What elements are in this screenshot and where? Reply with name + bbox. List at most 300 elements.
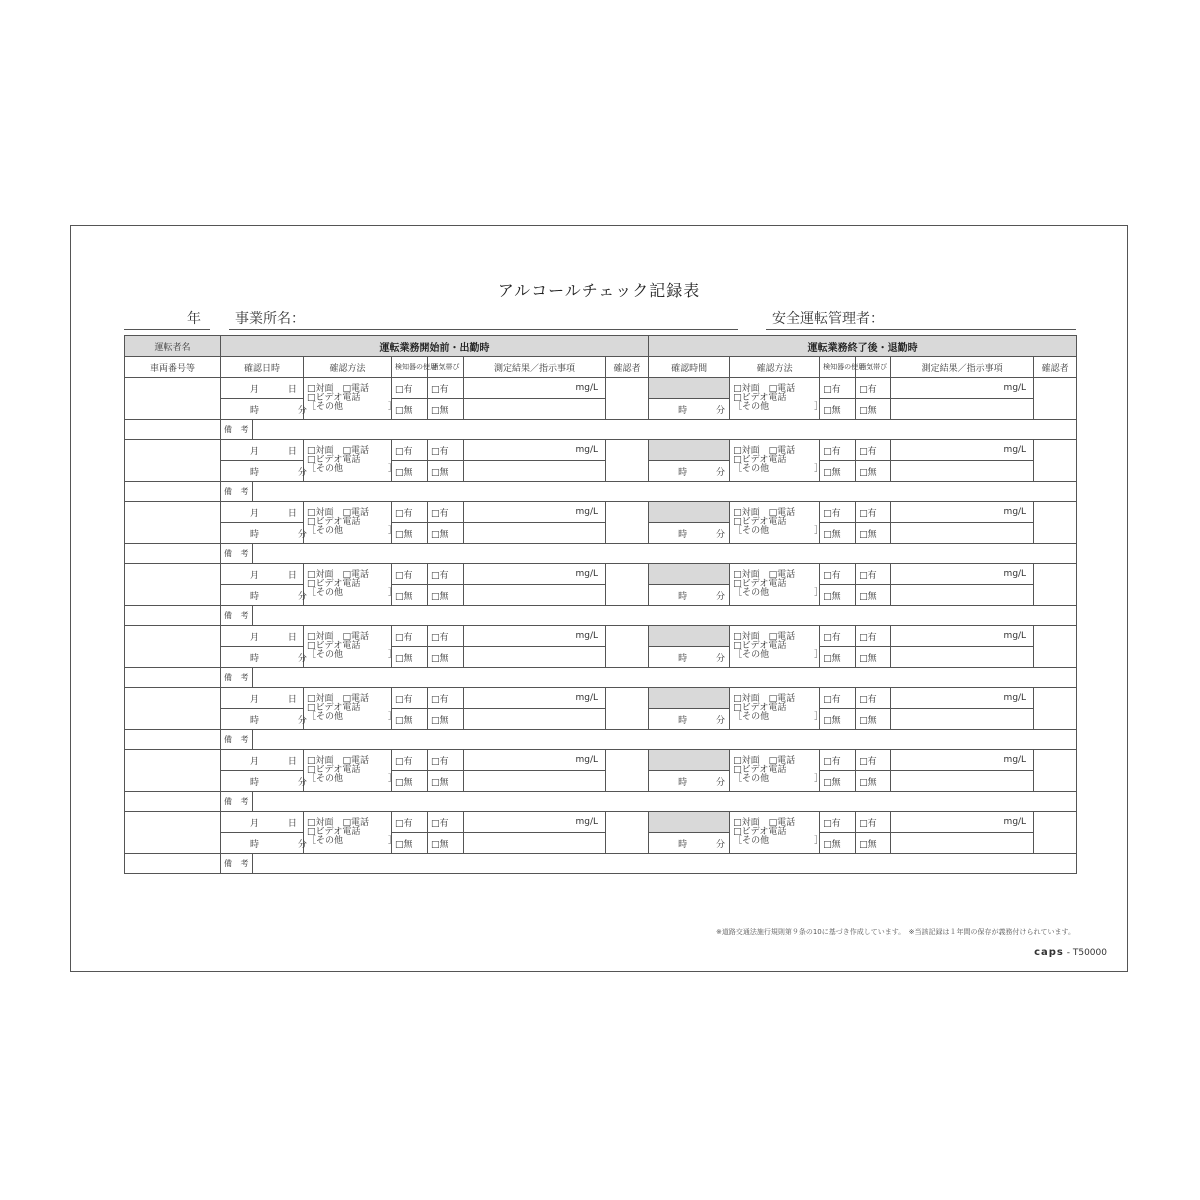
remarks-field[interactable]	[253, 482, 1077, 502]
before-method-cell[interactable]	[304, 688, 398, 730]
remarks-field[interactable]	[253, 730, 1077, 750]
after-time-cell[interactable]	[649, 833, 730, 854]
after-detector-yes[interactable]: □有	[820, 688, 856, 709]
before-detector-no[interactable]: □無	[392, 709, 428, 730]
hour-label: 時	[678, 529, 688, 540]
after-result-sub[interactable]	[891, 647, 1034, 668]
before-alcohol-yes[interactable]: □有	[428, 378, 464, 399]
record-subrow	[125, 730, 1077, 750]
method-line2: □ビデオ電話	[307, 827, 361, 837]
before-alcohol-yes[interactable]: □有	[428, 502, 464, 523]
before-time-cell[interactable]	[221, 771, 307, 792]
driver-name-header: 運転者名	[125, 336, 221, 357]
method-line1: □対面 □電話	[733, 384, 796, 394]
record-subrow	[125, 606, 1077, 626]
before-detector-yes[interactable]: □有	[392, 564, 428, 585]
before-detector-header: 検知器の使用	[392, 357, 428, 378]
before-result-cell[interactable]	[464, 378, 606, 399]
before-method-header: 確認方法	[304, 357, 392, 378]
record-row-7	[125, 750, 1077, 771]
before-result-cell[interactable]	[464, 440, 606, 461]
before-confirmer-cell[interactable]	[606, 688, 649, 730]
driver-name-cell[interactable]	[125, 564, 221, 606]
after-alcohol-yes[interactable]: □有	[856, 750, 891, 771]
minute-label: 分	[297, 653, 307, 664]
after-confirmer-cell[interactable]	[1034, 564, 1077, 606]
before-detector-yes[interactable]: □有	[392, 502, 428, 523]
before-alcohol-header: 酒気帯び	[428, 357, 464, 378]
after-detector-header: 検知器の使用	[820, 357, 856, 378]
after-time-cell[interactable]	[649, 771, 730, 792]
before-detector-yes[interactable]: □有	[392, 688, 428, 709]
day-label: 日	[287, 818, 297, 829]
hour-label: 時	[678, 715, 688, 726]
method-line3: ［その他 ］	[307, 650, 398, 660]
after-alcohol-no[interactable]: □無	[856, 833, 891, 854]
before-result-cell[interactable]	[464, 812, 606, 833]
before-alcohol-no[interactable]: □無	[428, 771, 464, 792]
after-detector-no[interactable]: □無	[820, 523, 856, 544]
vehicle-number-cell[interactable]	[125, 544, 221, 564]
before-alcohol-no[interactable]: □無	[428, 585, 464, 606]
after-result-sub[interactable]	[891, 461, 1034, 482]
record-subrow	[125, 647, 1077, 668]
after-alcohol-yes[interactable]: □有	[856, 812, 891, 833]
before-date-cell[interactable]	[221, 378, 304, 399]
minute-label: 分	[715, 839, 725, 850]
before-result-sub[interactable]	[464, 709, 606, 730]
after-method-cell[interactable]	[730, 564, 824, 606]
before-result-cell[interactable]	[464, 502, 606, 523]
before-group-header: 運転業務開始前・出勤時	[221, 336, 649, 357]
after-detector-yes[interactable]: □有	[820, 502, 856, 523]
unit-label: mg/L	[1003, 383, 1027, 393]
method-line3: ［その他 ］	[733, 836, 824, 846]
vehicle-number-cell[interactable]	[125, 606, 221, 626]
before-method-cell[interactable]	[304, 502, 398, 544]
unit-label: mg/L	[1003, 817, 1027, 827]
before-method-cell[interactable]	[304, 812, 398, 854]
after-method-header: 確認方法	[730, 357, 820, 378]
after-time-cell[interactable]	[649, 585, 730, 606]
driver-name-cell[interactable]	[125, 378, 221, 420]
before-result-sub[interactable]	[464, 523, 606, 544]
after-result-sub[interactable]	[891, 399, 1034, 420]
minute-label: 分	[715, 405, 725, 416]
before-detector-no[interactable]: □無	[392, 461, 428, 482]
after-detector-yes[interactable]: □有	[820, 812, 856, 833]
unit-label: mg/L	[1003, 507, 1027, 517]
unit-label: mg/L	[575, 445, 598, 455]
before-alcohol-no[interactable]: □無	[428, 833, 464, 854]
before-time-cell[interactable]	[221, 523, 307, 544]
before-date-cell[interactable]	[221, 502, 304, 523]
after-time-cell[interactable]	[649, 709, 730, 730]
method-line1: □対面 □電話	[307, 818, 370, 828]
hour-label: 時	[250, 715, 260, 726]
record-row-6	[125, 688, 1077, 709]
after-detector-yes[interactable]: □有	[820, 440, 856, 461]
before-result-sub[interactable]	[464, 461, 606, 482]
after-time-shaded	[649, 440, 730, 461]
record-row-4	[125, 564, 1077, 585]
after-result-cell[interactable]	[891, 812, 1034, 833]
record-subrow	[125, 544, 1077, 564]
method-line2: □ビデオ電話	[733, 579, 787, 589]
after-alcohol-no[interactable]: □無	[856, 647, 891, 668]
driver-name-cell[interactable]	[125, 812, 221, 854]
method-line2: □ビデオ電話	[307, 517, 361, 527]
unit-label: mg/L	[575, 631, 598, 641]
record-subrow	[125, 771, 1077, 792]
after-time-shaded	[649, 378, 730, 399]
minute-label: 分	[297, 467, 307, 478]
before-method-cell[interactable]	[304, 626, 398, 668]
before-detector-no[interactable]: □無	[392, 647, 428, 668]
before-date-cell[interactable]	[221, 564, 304, 585]
method-line1: □対面 □電話	[307, 756, 370, 766]
hour-label: 時	[250, 591, 260, 602]
before-detector-yes[interactable]: □有	[392, 440, 428, 461]
after-method-cell[interactable]	[730, 688, 824, 730]
before-alcohol-no[interactable]: □無	[428, 523, 464, 544]
after-result-header: 測定結果／指示事項	[891, 357, 1034, 378]
day-label: 日	[287, 384, 297, 395]
before-method-cell[interactable]	[304, 750, 398, 792]
month-label: 月	[250, 508, 260, 519]
before-date-cell[interactable]	[221, 626, 304, 647]
before-method-cell[interactable]	[304, 378, 398, 420]
remarks-label: 備 考	[221, 730, 253, 750]
vehicle-number-header: 車両番号等	[125, 357, 221, 378]
before-confirmer-cell[interactable]	[606, 750, 649, 792]
after-detector-no[interactable]: □無	[820, 461, 856, 482]
before-confirmer-cell[interactable]	[606, 440, 649, 482]
after-result-cell[interactable]	[891, 378, 1034, 399]
day-label: 日	[287, 570, 297, 581]
after-result-cell[interactable]	[891, 626, 1034, 647]
method-line3: ［その他 ］	[733, 526, 824, 536]
after-alcohol-no[interactable]: □無	[856, 399, 891, 420]
before-detector-no[interactable]: □無	[392, 523, 428, 544]
vehicle-number-cell[interactable]	[125, 854, 221, 874]
before-confirmer-cell[interactable]	[606, 564, 649, 606]
record-row-3	[125, 502, 1077, 523]
method-line1: □対面 □電話	[733, 818, 796, 828]
after-result-cell[interactable]	[891, 750, 1034, 771]
after-confirmer-cell[interactable]	[1034, 440, 1077, 482]
minute-label: 分	[715, 591, 725, 602]
method-line3: ［その他 ］	[307, 712, 398, 722]
record-row-8	[125, 812, 1077, 833]
before-alcohol-yes[interactable]: □有	[428, 688, 464, 709]
record-sheet	[70, 225, 1128, 972]
remarks-field[interactable]	[253, 544, 1077, 564]
after-method-cell[interactable]	[730, 502, 824, 544]
method-line2: □ビデオ電話	[307, 641, 361, 651]
before-time-cell[interactable]	[221, 399, 307, 420]
after-detector-yes[interactable]: □有	[820, 750, 856, 771]
before-time-cell[interactable]	[221, 585, 307, 606]
before-time-cell[interactable]	[221, 833, 307, 854]
method-line1: □対面 □電話	[733, 508, 796, 518]
minute-label: 分	[715, 467, 725, 478]
record-subrow	[125, 854, 1077, 874]
before-alcohol-yes[interactable]: □有	[428, 440, 464, 461]
before-detector-yes[interactable]: □有	[392, 378, 428, 399]
before-date-cell[interactable]	[221, 750, 304, 771]
after-time-shaded	[649, 502, 730, 523]
method-line2: □ビデオ電話	[733, 517, 787, 527]
record-subrow	[125, 399, 1077, 420]
record-subrow	[125, 482, 1077, 502]
after-method-cell[interactable]	[730, 626, 824, 668]
remarks-field[interactable]	[253, 854, 1077, 874]
remarks-field[interactable]	[253, 792, 1077, 812]
after-alcohol-yes[interactable]: □有	[856, 688, 891, 709]
minute-label: 分	[297, 777, 307, 788]
after-result-sub[interactable]	[891, 709, 1034, 730]
after-alcohol-yes[interactable]: □有	[856, 564, 891, 585]
before-alcohol-no[interactable]: □無	[428, 647, 464, 668]
after-detector-no[interactable]: □無	[820, 771, 856, 792]
after-result-cell[interactable]	[891, 440, 1034, 461]
after-detector-no[interactable]: □無	[820, 833, 856, 854]
after-confirmer-cell[interactable]	[1034, 626, 1077, 668]
product-code: - T50000	[1066, 948, 1107, 958]
after-confirmer-cell[interactable]	[1034, 750, 1077, 792]
after-alcohol-no[interactable]: □無	[856, 523, 891, 544]
method-line3: ［その他 ］	[733, 712, 824, 722]
after-detector-yes[interactable]: □有	[820, 378, 856, 399]
before-detector-yes[interactable]: □有	[392, 750, 428, 771]
remarks-field[interactable]	[253, 420, 1077, 440]
after-result-cell[interactable]	[891, 502, 1034, 523]
before-alcohol-no[interactable]: □無	[428, 461, 464, 482]
method-line2: □ビデオ電話	[307, 579, 361, 589]
before-result-sub[interactable]	[464, 647, 606, 668]
remarks-label: 備 考	[221, 420, 253, 440]
after-result-cell[interactable]	[891, 688, 1034, 709]
after-detector-yes[interactable]: □有	[820, 564, 856, 585]
before-alcohol-yes[interactable]: □有	[428, 626, 464, 647]
before-time-cell[interactable]	[221, 461, 307, 482]
vehicle-number-cell[interactable]	[125, 792, 221, 812]
method-line1: □対面 □電話	[733, 756, 796, 766]
before-detector-no[interactable]: □無	[392, 585, 428, 606]
after-method-cell[interactable]	[730, 378, 824, 420]
before-method-cell[interactable]	[304, 440, 398, 482]
before-result-sub[interactable]	[464, 833, 606, 854]
before-result-sub[interactable]	[464, 771, 606, 792]
day-label: 日	[287, 632, 297, 643]
unit-label: mg/L	[575, 755, 598, 765]
month-label: 月	[250, 632, 260, 643]
remarks-label: 備 考	[221, 792, 253, 812]
remarks-field[interactable]	[253, 668, 1077, 688]
before-alcohol-yes[interactable]: □有	[428, 564, 464, 585]
after-alcohol-yes[interactable]: □有	[856, 502, 891, 523]
minute-label: 分	[297, 839, 307, 850]
method-line2: □ビデオ電話	[307, 765, 361, 775]
method-line2: □ビデオ電話	[307, 703, 361, 713]
after-time-shaded	[649, 688, 730, 709]
after-confirmer-cell[interactable]	[1034, 378, 1077, 420]
after-result-sub[interactable]	[891, 833, 1034, 854]
method-line2: □ビデオ電話	[307, 455, 361, 465]
method-line1: □対面 □電話	[733, 694, 796, 704]
vehicle-number-cell[interactable]	[125, 730, 221, 750]
before-confirmer-cell[interactable]	[606, 502, 649, 544]
record-row-5	[125, 626, 1077, 647]
unit-label: mg/L	[575, 817, 598, 827]
after-detector-no[interactable]: □無	[820, 399, 856, 420]
month-label: 月	[250, 756, 260, 767]
unit-label: mg/L	[575, 507, 598, 517]
after-alcohol-header: 酒気帯び	[856, 357, 891, 378]
driver-name-cell[interactable]	[125, 688, 221, 730]
footnote: ※道路交通法施行規則第９条の10に基づき作成しています。 ※当該記録は１年間の保存が義務付けられています。	[715, 928, 1075, 936]
after-method-cell[interactable]	[730, 440, 824, 482]
minute-label: 分	[715, 529, 725, 540]
after-alcohol-no[interactable]: □無	[856, 771, 891, 792]
hour-label: 時	[678, 467, 688, 478]
method-line3: ［その他 ］	[307, 588, 398, 598]
after-detector-yes[interactable]: □有	[820, 626, 856, 647]
record-subrow	[125, 833, 1077, 854]
after-alcohol-no[interactable]: □無	[856, 585, 891, 606]
unit-label: mg/L	[1003, 631, 1027, 641]
hour-label: 時	[250, 529, 260, 540]
method-line3: ［その他 ］	[307, 464, 398, 474]
before-result-cell[interactable]	[464, 688, 606, 709]
month-label: 月	[250, 570, 260, 581]
after-method-cell[interactable]	[730, 812, 824, 854]
minute-label: 分	[715, 715, 725, 726]
before-time-cell[interactable]	[221, 647, 307, 668]
month-label: 月	[250, 694, 260, 705]
before-confirmer-cell[interactable]	[606, 378, 649, 420]
method-line2: □ビデオ電話	[733, 641, 787, 651]
before-date-header: 確認日時	[221, 357, 304, 378]
method-line3: ［その他 ］	[733, 464, 824, 474]
hour-label: 時	[250, 839, 260, 850]
after-result-sub[interactable]	[891, 771, 1034, 792]
after-alcohol-yes[interactable]: □有	[856, 626, 891, 647]
after-time-shaded	[649, 564, 730, 585]
minute-label: 分	[715, 777, 725, 788]
before-detector-no[interactable]: □無	[392, 771, 428, 792]
record-subrow	[125, 792, 1077, 812]
driver-name-cell[interactable]	[125, 502, 221, 544]
method-line1: □対面 □電話	[733, 570, 796, 580]
hour-label: 時	[678, 777, 688, 788]
after-detector-no[interactable]: □無	[820, 709, 856, 730]
before-result-sub[interactable]	[464, 399, 606, 420]
before-result-cell[interactable]	[464, 750, 606, 771]
after-alcohol-no[interactable]: □無	[856, 461, 891, 482]
remarks-label: 備 考	[221, 668, 253, 688]
after-time-shaded	[649, 812, 730, 833]
after-result-sub[interactable]	[891, 523, 1034, 544]
driver-name-cell[interactable]	[125, 440, 221, 482]
record-subrow	[125, 420, 1077, 440]
before-detector-yes[interactable]: □有	[392, 812, 428, 833]
method-line1: □対面 □電話	[307, 446, 370, 456]
method-line2: □ビデオ電話	[733, 827, 787, 837]
after-time-cell[interactable]	[649, 461, 730, 482]
before-alcohol-no[interactable]: □無	[428, 709, 464, 730]
day-label: 日	[287, 508, 297, 519]
before-result-sub[interactable]	[464, 585, 606, 606]
before-result-cell[interactable]	[464, 626, 606, 647]
before-method-cell[interactable]	[304, 564, 398, 606]
remarks-label: 備 考	[221, 606, 253, 626]
record-row-1	[125, 378, 1077, 399]
vehicle-number-cell[interactable]	[125, 482, 221, 502]
before-confirmer-cell[interactable]	[606, 626, 649, 668]
hour-label: 時	[250, 405, 260, 416]
after-time-cell[interactable]	[649, 399, 730, 420]
after-detector-no[interactable]: □無	[820, 585, 856, 606]
before-result-cell[interactable]	[464, 564, 606, 585]
after-method-cell[interactable]	[730, 750, 824, 792]
after-confirmer-cell[interactable]	[1034, 812, 1077, 854]
after-time-header: 確認時間	[649, 357, 730, 378]
minute-label: 分	[297, 405, 307, 416]
hour-label: 時	[678, 839, 688, 850]
vehicle-number-cell[interactable]	[125, 420, 221, 440]
day-label: 日	[287, 694, 297, 705]
after-alcohol-yes[interactable]: □有	[856, 378, 891, 399]
before-time-cell[interactable]	[221, 709, 307, 730]
after-alcohol-yes[interactable]: □有	[856, 440, 891, 461]
after-time-shaded	[649, 626, 730, 647]
page-title: アルコールチェック記録表	[497, 281, 701, 300]
after-time-cell[interactable]	[649, 647, 730, 668]
hour-label: 時	[250, 653, 260, 664]
remarks-field[interactable]	[253, 606, 1077, 626]
method-line3: ［その他 ］	[307, 774, 398, 784]
method-line3: ［その他 ］	[307, 526, 398, 536]
day-label: 日	[287, 756, 297, 767]
after-result-sub[interactable]	[891, 585, 1034, 606]
before-alcohol-yes[interactable]: □有	[428, 750, 464, 771]
before-date-cell[interactable]	[221, 688, 304, 709]
after-time-cell[interactable]	[649, 523, 730, 544]
before-date-cell[interactable]	[221, 440, 304, 461]
before-alcohol-no[interactable]: □無	[428, 399, 464, 420]
after-detector-no[interactable]: □無	[820, 647, 856, 668]
before-alcohol-yes[interactable]: □有	[428, 812, 464, 833]
year-label: 年	[187, 311, 201, 327]
before-date-cell[interactable]	[221, 812, 304, 833]
record-row-2	[125, 440, 1077, 461]
before-detector-no[interactable]: □無	[392, 833, 428, 854]
after-confirmer-cell[interactable]	[1034, 688, 1077, 730]
after-alcohol-no[interactable]: □無	[856, 709, 891, 730]
after-confirmer-cell[interactable]	[1034, 502, 1077, 544]
vehicle-number-cell[interactable]	[125, 668, 221, 688]
driver-name-cell[interactable]	[125, 626, 221, 668]
manager-label: 安全運転管理者：	[772, 311, 884, 327]
after-result-cell[interactable]	[891, 564, 1034, 585]
before-detector-no[interactable]: □無	[392, 399, 428, 420]
driver-name-cell[interactable]	[125, 750, 221, 792]
before-detector-yes[interactable]: □有	[392, 626, 428, 647]
unit-label: mg/L	[1003, 569, 1027, 579]
before-confirmer-cell[interactable]	[606, 812, 649, 854]
